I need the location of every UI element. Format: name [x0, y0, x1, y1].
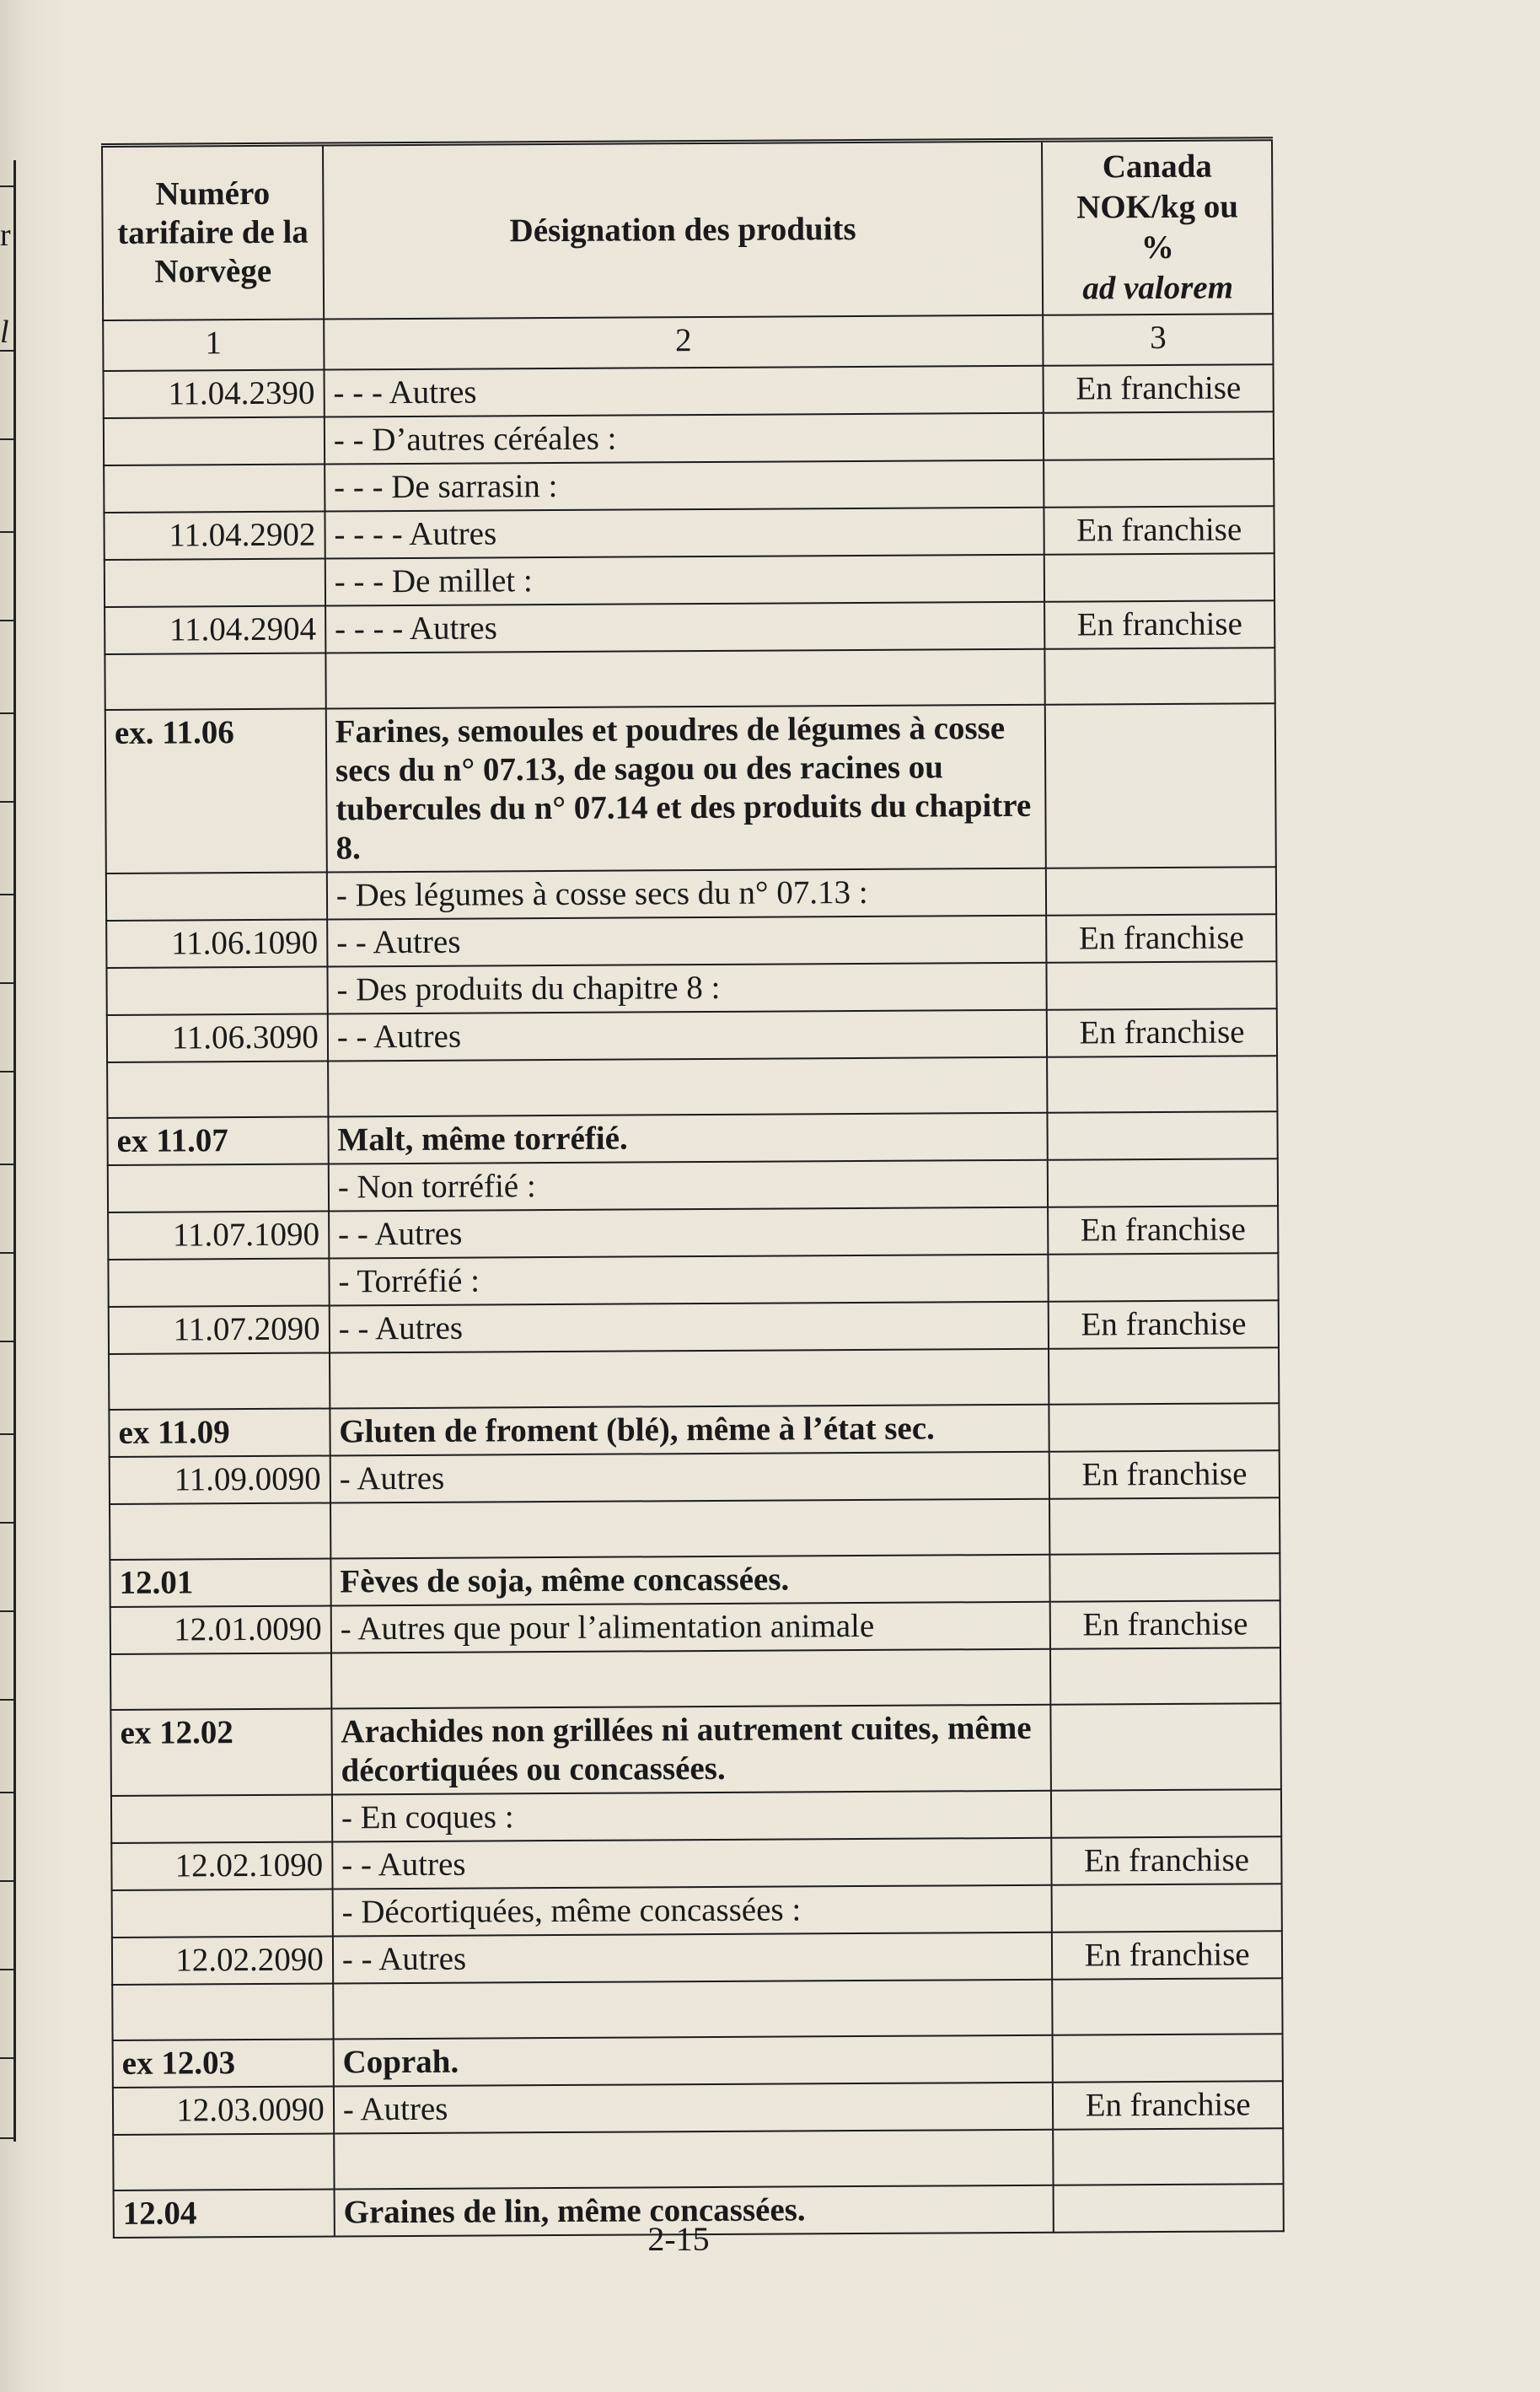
tariff-table [101, 137, 1285, 2239]
designation-cell: - - - - Autres [325, 508, 1044, 559]
edge-glyph: r [0, 218, 11, 253]
designation-cell: - Des produits du chapitre 8 : [327, 963, 1047, 1014]
previous-page-edge [0, 160, 16, 2142]
designation-cell: - Des légumes à cosse secs du n° 07.13 : [327, 868, 1047, 920]
tariff-number-cell [111, 1795, 332, 1843]
table-row [109, 1347, 1279, 1410]
designation-cell: Arachides non grillées ni autrement cuites, même décortiquées ou concassées. [331, 1705, 1051, 1795]
tariff-number-cell [112, 1889, 333, 1937]
tariff-number-cell: 11.06.3090 [107, 1014, 328, 1062]
rate-cell: En franchise [1044, 364, 1274, 413]
header-ad-valorem: ad valorem [1082, 269, 1234, 307]
tariff-number-cell [105, 653, 325, 710]
designation-cell [333, 1980, 1053, 2040]
tariff-number-cell: 12.01 [110, 1559, 330, 1607]
tariff-number-cell: ex 12.02 [110, 1709, 331, 1796]
tariff-table-body [104, 364, 1284, 2238]
tariff-number-cell: 11.07.1090 [108, 1212, 329, 1260]
header-percent-line: % [1140, 228, 1174, 266]
table-row [104, 411, 1274, 465]
column-number-row [103, 314, 1273, 371]
rate-cell [1050, 1648, 1280, 1705]
designation-cell: - - Autres [328, 1010, 1048, 1062]
tariff-number-cell [106, 873, 327, 921]
tariff-number-cell [105, 559, 325, 607]
column-number-2: 2 [324, 315, 1044, 370]
header-tariff-number: Numéro tarifaire de la Norvège [102, 144, 324, 320]
rate-cell [1044, 553, 1274, 602]
rate-cell [1051, 1703, 1281, 1791]
rate-cell [1045, 648, 1275, 705]
tariff-number-cell: 11.07.2090 [109, 1306, 330, 1354]
table-heading-row [109, 1403, 1279, 1457]
header-unit-line: NOK/kg ou [1076, 188, 1239, 226]
table-row [104, 459, 1274, 513]
table-row [111, 1836, 1281, 1890]
table-header-row [102, 139, 1273, 320]
designation-cell [330, 1499, 1050, 1559]
table-row [110, 1497, 1280, 1560]
rate-cell: En franchise [1049, 1300, 1279, 1349]
designation-cell [325, 649, 1045, 709]
table-row [106, 914, 1276, 968]
table-row [112, 1884, 1282, 1938]
table-heading-row [113, 2034, 1283, 2088]
tariff-number-cell: 12.04 [114, 2189, 335, 2237]
designation-cell: - - Autres [332, 1838, 1052, 1889]
table-row [104, 364, 1274, 418]
table-row [110, 1450, 1280, 1504]
table-row [105, 648, 1274, 710]
designation-cell: - Autres que pour l’alimentation animale [331, 1602, 1051, 1653]
table-row [108, 1206, 1278, 1260]
rate-cell [1047, 961, 1277, 1010]
table-row [105, 600, 1274, 654]
column-number-3: 3 [1043, 314, 1273, 366]
rate-cell: En franchise [1044, 600, 1274, 649]
tariff-number-cell [104, 465, 325, 513]
rate-cell: En franchise [1050, 1600, 1280, 1649]
edge-glyph: l [0, 314, 9, 350]
header-product-designation: Désignation des produits [323, 140, 1044, 319]
rate-cell: En franchise [1052, 1931, 1282, 1980]
rate-cell: En franchise [1052, 1836, 1282, 1885]
rate-cell [1052, 1884, 1282, 1932]
designation-cell: - Décortiquées, même concassées : [332, 1885, 1052, 1937]
designation-cell: - - - De sarrasin : [325, 460, 1044, 512]
table-row [107, 1008, 1277, 1062]
tariff-number-cell: 11.09.0090 [110, 1456, 330, 1504]
table-row [106, 867, 1276, 921]
designation-cell: Malt, même torréfié. [328, 1113, 1048, 1164]
tariff-number-cell [109, 1353, 330, 1410]
tariff-number-cell [107, 1062, 328, 1118]
designation-cell [331, 1649, 1051, 1709]
table-heading-row [107, 1111, 1277, 1165]
tariff-number-cell: 12.03.0090 [113, 2086, 334, 2134]
designation-cell: - - D’autres céréales : [325, 413, 1044, 465]
header-canada-line: Canada [1102, 148, 1212, 185]
designation-cell: - Torréfié : [329, 1255, 1049, 1306]
tariff-number-cell: ex 11.09 [109, 1409, 330, 1457]
table-heading-row [110, 1703, 1281, 1796]
table-row [105, 553, 1274, 607]
designation-cell: - - - Autres [324, 366, 1044, 417]
tariff-number-cell [108, 1164, 329, 1212]
rate-cell: En franchise [1044, 506, 1274, 555]
table-heading-row [105, 703, 1276, 873]
tariff-number-cell: 11.06.1090 [106, 920, 327, 968]
rate-cell: En franchise [1053, 2081, 1283, 2130]
table-row [113, 2128, 1283, 2190]
designation-cell [330, 1349, 1049, 1409]
rate-cell: En franchise [1046, 914, 1276, 963]
tariff-number-cell: ex 12.03 [113, 2039, 334, 2087]
designation-cell: - - Autres [329, 1207, 1049, 1259]
page-number: 2-15 [647, 2220, 710, 2258]
table-row [104, 506, 1274, 560]
designation-cell: - - - De millet : [325, 555, 1045, 606]
rate-cell: En franchise [1048, 1206, 1278, 1255]
table-row [111, 1789, 1281, 1843]
rate-cell: En franchise [1049, 1450, 1280, 1499]
rate-cell [1046, 867, 1276, 916]
tariff-number-cell [110, 1653, 331, 1710]
tariff-number-cell [104, 417, 325, 465]
rate-cell [1049, 1347, 1279, 1405]
designation-cell: Gluten de froment (blé), même à l’état sec. [330, 1405, 1049, 1456]
rate-cell [1053, 2034, 1283, 2083]
tariff-number-cell: 11.04.2390 [104, 370, 325, 418]
rate-cell [1048, 1111, 1278, 1160]
tariff-number-cell [108, 1259, 329, 1307]
tariff-number-cell [106, 967, 327, 1015]
tariff-number-cell: 12.02.1090 [111, 1842, 332, 1890]
rate-cell: En franchise [1047, 1008, 1277, 1057]
rate-cell [1050, 1553, 1280, 1602]
rate-cell [1049, 1253, 1279, 1302]
designation-cell: Graines de lin, même concassées. [334, 2185, 1054, 2237]
designation-cell: - - - - Autres [325, 602, 1045, 653]
header-canada-rate [1042, 139, 1273, 315]
table-row [113, 2081, 1283, 2135]
rate-cell [1044, 459, 1274, 508]
table-row [112, 1978, 1282, 2040]
rate-cell [1051, 1789, 1281, 1838]
designation-cell: Farines, semoules et poudres de légumes à cosse secs du n° 07.13, de sagou ou des racines ou tubercules du n° 07.14 et des produits du chapitre 8. [326, 705, 1047, 873]
rate-cell [1053, 2128, 1283, 2185]
rate-cell [1045, 703, 1276, 868]
rate-cell [1047, 1056, 1277, 1113]
designation-cell: Fèves de soja, même concassées. [330, 1555, 1050, 1606]
table-row [110, 1648, 1280, 1710]
tariff-number-cell: 12.01.0090 [110, 1606, 331, 1654]
designation-cell [328, 1057, 1048, 1117]
tariff-number-cell [112, 1983, 333, 2040]
tariff-number-cell: 11.04.2902 [104, 512, 325, 560]
column-number-1: 1 [103, 320, 324, 371]
designation-cell: - - Autres [333, 1932, 1053, 1984]
tariff-number-cell [113, 2133, 334, 2190]
designation-cell: - Autres [330, 1452, 1050, 1503]
rate-cell [1049, 1497, 1280, 1555]
designation-cell: - Non torréfié : [329, 1160, 1049, 1212]
designation-cell: Coprah. [333, 2035, 1053, 2087]
table-heading-row [110, 1553, 1280, 1607]
table-row [107, 1056, 1277, 1118]
rate-cell [1048, 1158, 1278, 1207]
rate-cell [1044, 411, 1274, 460]
table-row [108, 1158, 1278, 1212]
rate-cell [1052, 1978, 1282, 2035]
designation-cell: - - Autres [327, 916, 1047, 967]
designation-cell [334, 2130, 1054, 2190]
table-row [106, 961, 1276, 1015]
designation-cell: - En coques : [332, 1791, 1052, 1842]
rate-cell [1049, 1403, 1280, 1452]
designation-cell: - Autres [334, 2083, 1054, 2134]
tariff-number-cell: 12.02.2090 [112, 1936, 333, 1984]
table-row [112, 1931, 1282, 1985]
table-row [109, 1300, 1279, 1354]
tariff-number-cell: 11.04.2904 [105, 606, 325, 654]
tariff-number-cell [110, 1503, 330, 1560]
tariff-number-cell: ex. 11.06 [105, 709, 327, 873]
table-row [110, 1600, 1280, 1654]
table-row [108, 1253, 1278, 1307]
designation-cell: - - Autres [330, 1302, 1049, 1353]
tariff-number-cell: ex 11.07 [107, 1117, 328, 1165]
